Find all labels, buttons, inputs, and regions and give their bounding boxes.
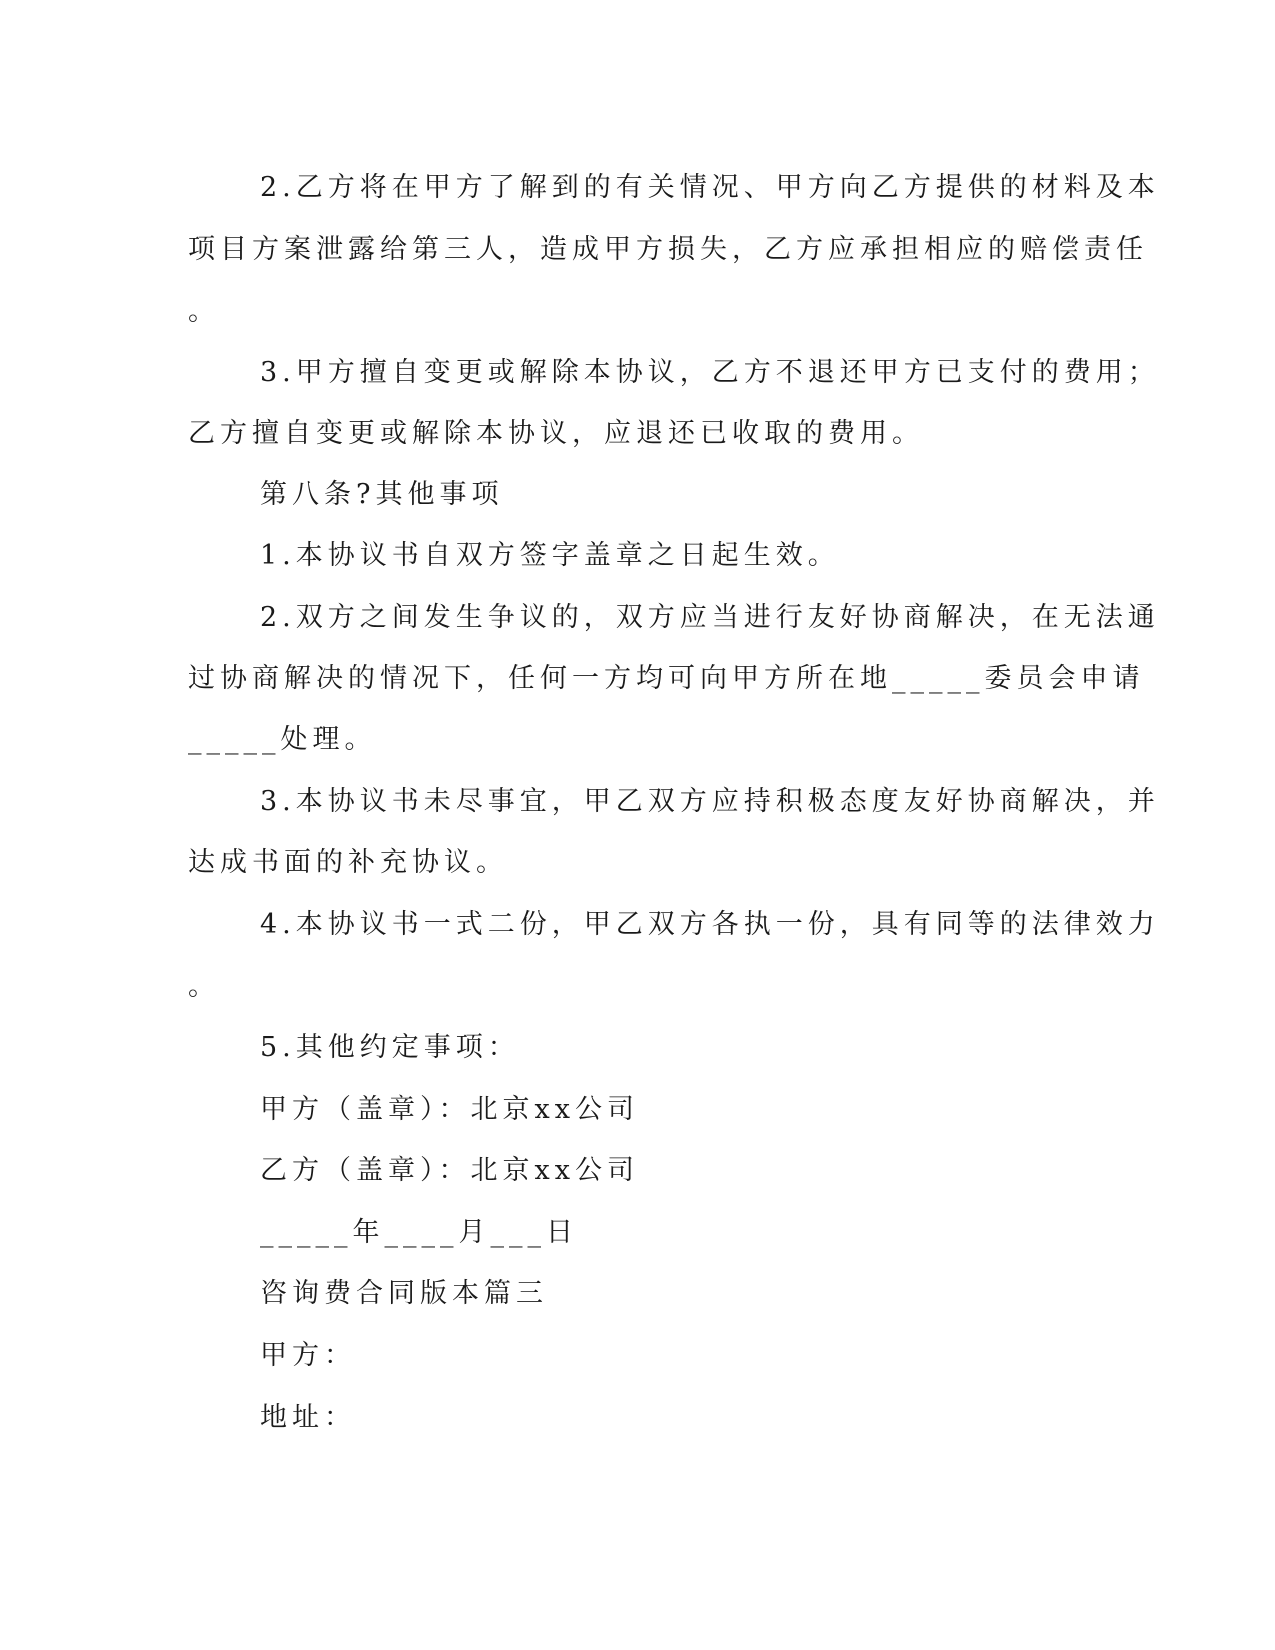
party-b-seal-line: 乙方（盖章）：北京xx公司 — [260, 1155, 639, 1186]
paragraph-line: 1.本协议书自双方签字盖章之日起生效。 — [260, 540, 840, 571]
paragraph-line: 项目方案泄露给第三人，造成甲方损失，乙方应承担相应的赔偿责任 — [188, 234, 1148, 265]
paragraph-line: 过协商解决的情况下，任何一方均可向甲方所在地_____委员会申请 — [188, 663, 1145, 694]
paragraph-line: 2.双方之间发生争议的，双方应当进行友好协商解决，在无法通 — [260, 602, 1160, 633]
section-heading: 第八条?其他事项 — [260, 479, 504, 510]
paragraph-line: 3.本协议书未尽事宜，甲乙双方应持积极态度友好协商解决，并 — [260, 786, 1160, 817]
paragraph-line: 5.其他约定事项： — [260, 1032, 520, 1063]
paragraph-line: 2.乙方将在甲方了解到的有关情况、甲方向乙方提供的材料及本 — [260, 172, 1160, 203]
paragraph-line: 。 — [188, 296, 220, 327]
paragraph-line: 乙方擅自变更或解除本协议，应退还已收取的费用。 — [188, 418, 924, 449]
paragraph-line: 。 — [188, 971, 220, 1002]
paragraph-line: 达成书面的补充协议。 — [188, 847, 508, 878]
paragraph-line: 3.甲方擅自变更或解除本协议，乙方不退还甲方已支付的费用； — [260, 357, 1160, 388]
address-label: 地址： — [260, 1402, 356, 1433]
party-a-label: 甲方： — [260, 1340, 356, 1371]
paragraph-line: 4.本协议书一式二份，甲乙双方各执一份，具有同等的法律效力 — [260, 909, 1160, 940]
section-title: 咨询费合同版本篇三 — [260, 1278, 548, 1309]
party-a-seal-line: 甲方（盖章）：北京xx公司 — [260, 1094, 639, 1125]
date-line: _____年____月___日 — [260, 1217, 578, 1248]
paragraph-line: _____处理。 — [188, 724, 377, 755]
